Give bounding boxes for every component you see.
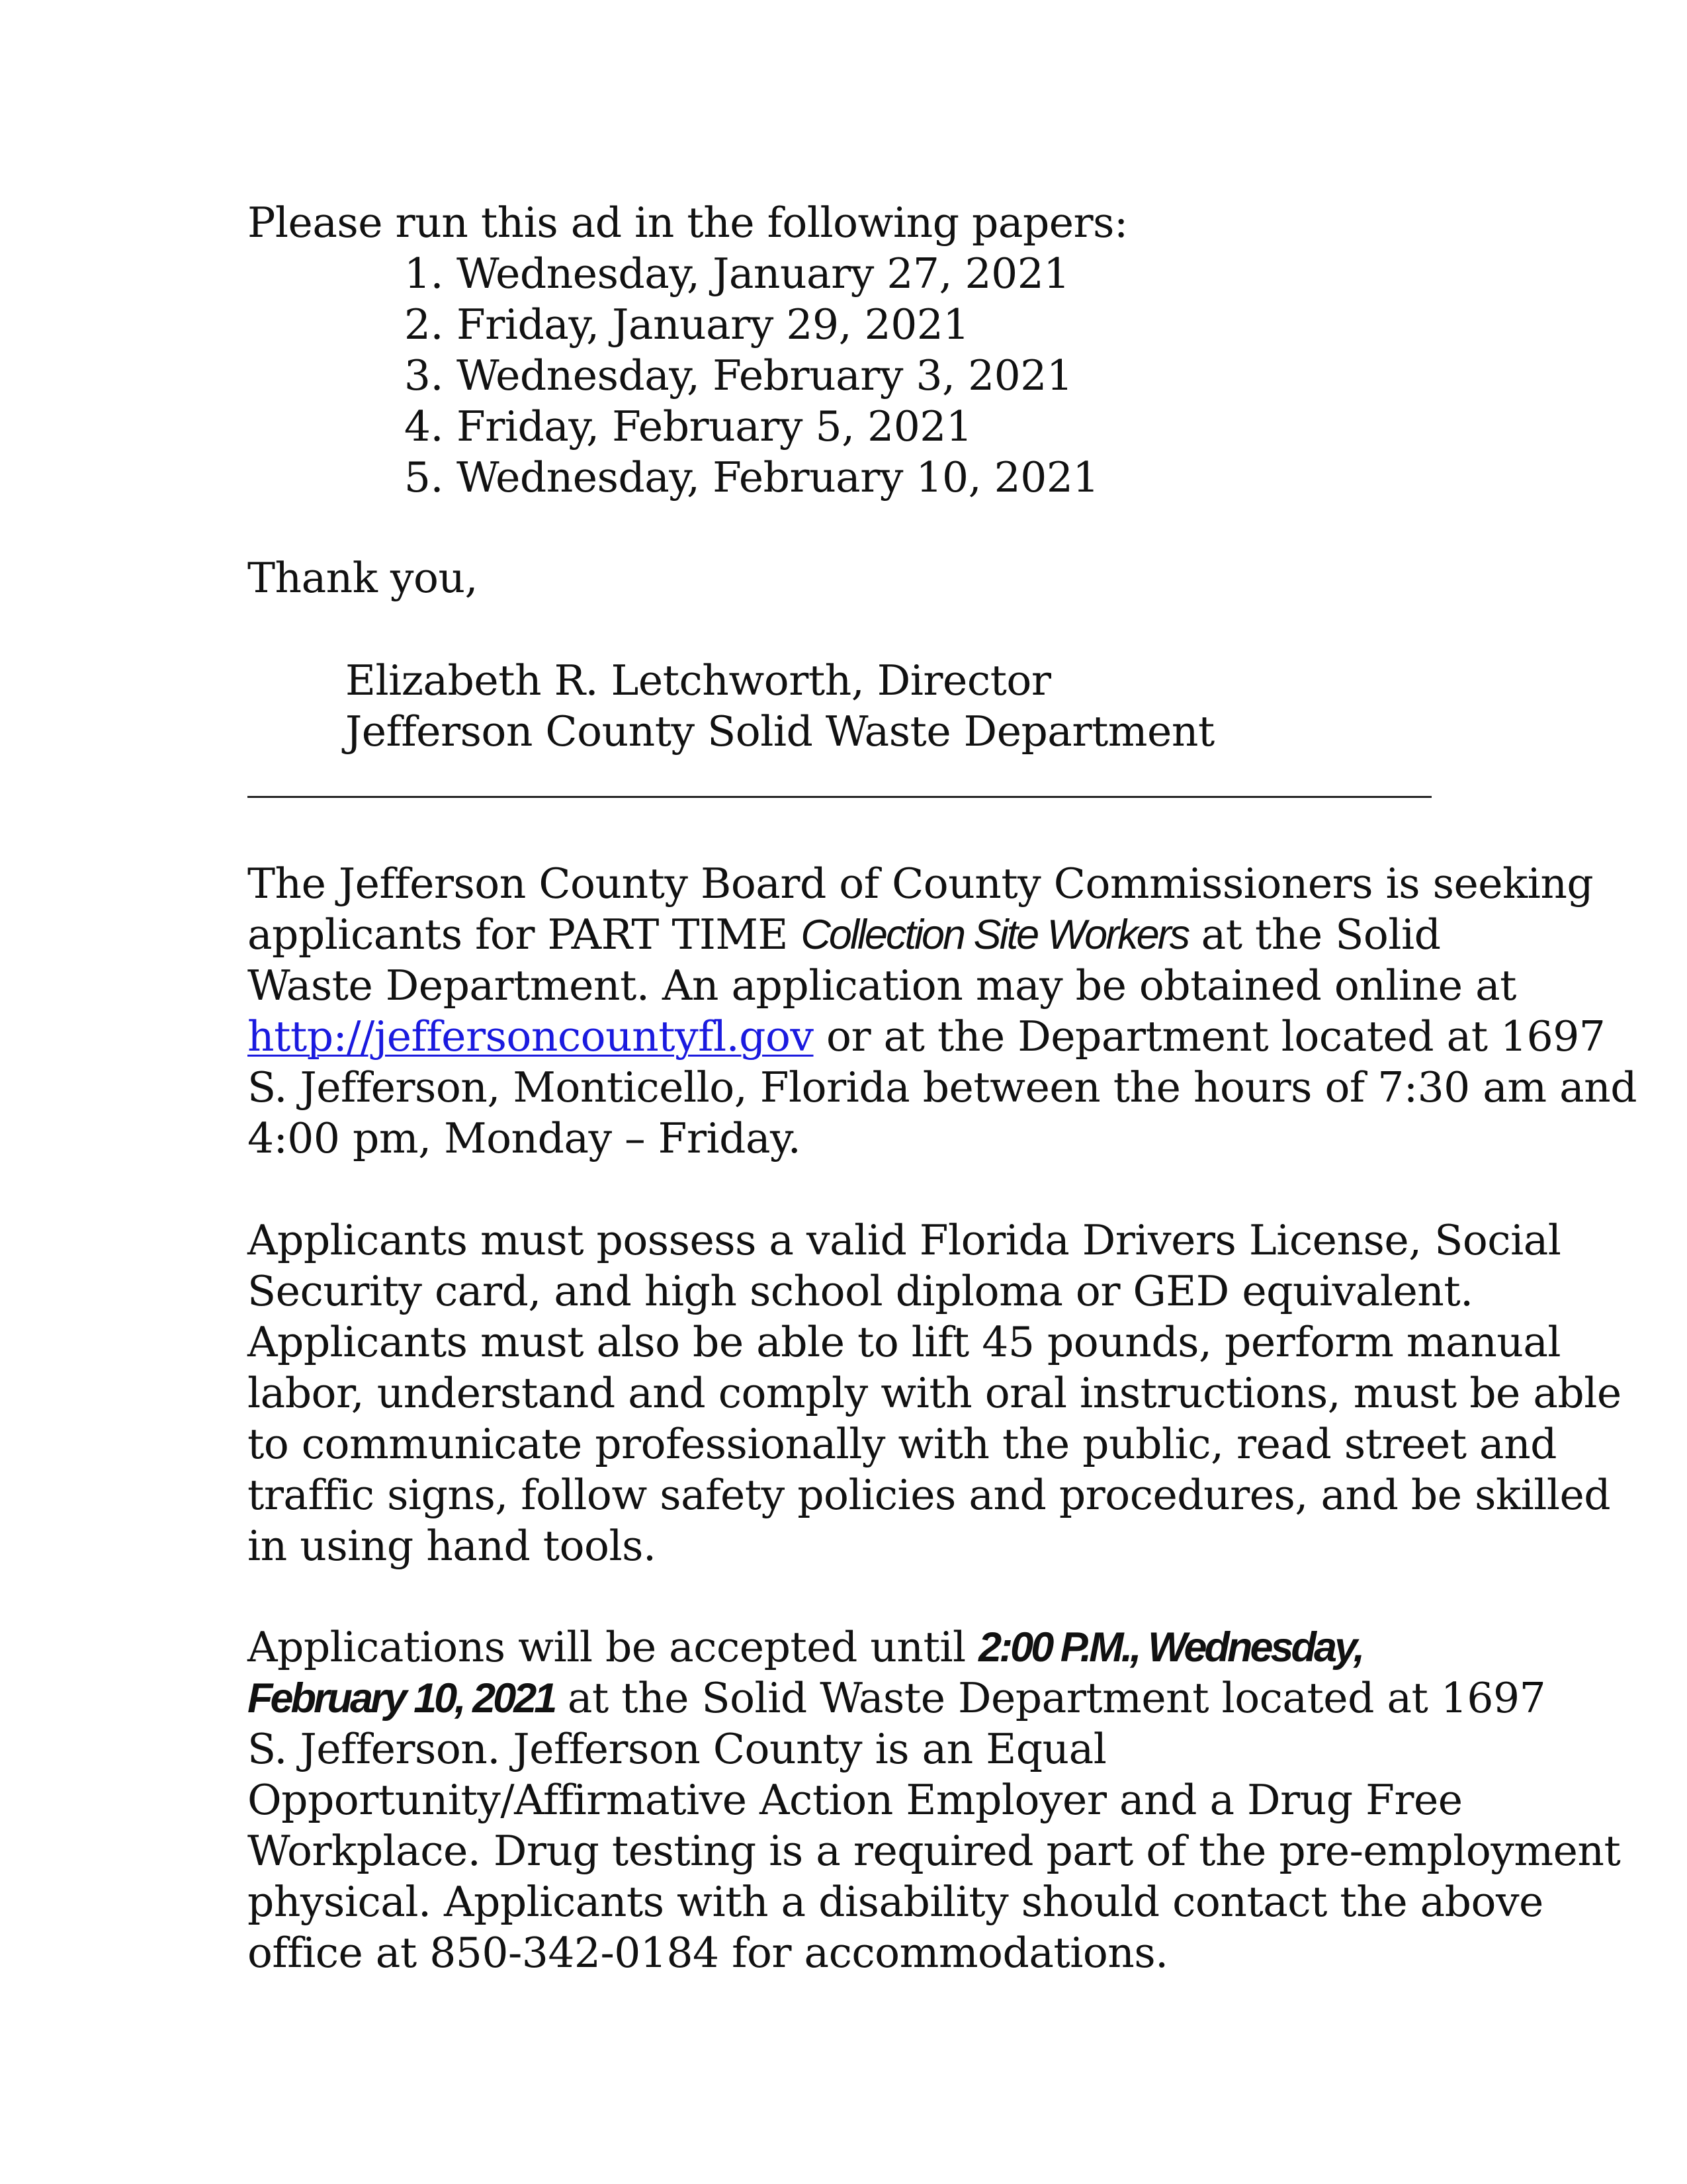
- ad-line: to communicate professionally with the public, read street and: [247, 1420, 1557, 1468]
- signature-name-title: Elizabeth R. Letchworth, Director: [345, 656, 1051, 705]
- ad-line: Opportunity/Affirmative Action Employer and a Drug Free: [247, 1776, 1463, 1824]
- signature-block: [345, 655, 1536, 757]
- closing-text: [247, 552, 1438, 603]
- ad-text: applicants for PART TIME: [247, 910, 801, 959]
- ad-line: The Jefferson County Board of County Commissioners is seeking: [247, 859, 1594, 908]
- run-date-item: [390, 299, 1099, 350]
- ad-line: [247, 1673, 1546, 1724]
- position-title: Collection Site Workers: [800, 912, 1189, 958]
- signature-department: Jefferson County Solid Waste Department: [345, 707, 1215, 756]
- ad-line: [247, 909, 1441, 960]
- ad-text: Applications will be accepted until: [247, 1623, 979, 1671]
- list-number: 5.: [404, 453, 443, 502]
- ad-line: [247, 1622, 1438, 1673]
- run-date-item: [390, 350, 1099, 401]
- ad-line: office at 850-342-0184 for accommodations.: [247, 1929, 1168, 1977]
- run-date: Wednesday, January 27, 2021: [456, 249, 1070, 298]
- ad-line: traffic signs, follow safety policies and procedures, and be skilled: [247, 1471, 1611, 1519]
- ad-text: at the Solid Waste Department located at 1697: [554, 1674, 1546, 1722]
- run-date: Friday, January 29, 2021: [456, 300, 969, 349]
- ad-line: S. Jefferson, Monticello, Florida between the hours of 7:30 am and: [247, 1063, 1637, 1112]
- run-date: Wednesday, February 3, 2021: [456, 351, 1073, 400]
- ad-paragraph-deadline: [247, 1622, 1621, 1978]
- closing-line: Thank you,: [247, 554, 478, 602]
- ad-line: Security card, and high school diploma or GED equivalent.: [247, 1267, 1473, 1315]
- separator-line: [247, 796, 1432, 798]
- run-date-item: [390, 452, 1099, 503]
- run-dates-list: [390, 248, 1099, 503]
- list-number: 4.: [404, 402, 443, 451]
- run-date: Friday, February 5, 2021: [456, 402, 973, 451]
- ad-paragraph-requirements: [247, 1215, 1622, 1571]
- deadline-time: 2:00 P.M., Wednesday,: [978, 1624, 1363, 1671]
- run-date: Wednesday, February 10, 2021: [456, 453, 1099, 502]
- ad-line: labor, understand and comply with oral instructions, must be able: [247, 1369, 1622, 1417]
- ad-text: at the Solid: [1188, 910, 1441, 959]
- ad-line: Waste Department. An application may be obtained online at: [247, 961, 1516, 1010]
- ad-text: or at the Department located at 1697: [813, 1012, 1606, 1061]
- intro-line: Please run this ad in the following papers:: [247, 198, 1128, 247]
- county-website-link[interactable]: http://jeffersoncountyfl.gov: [247, 1012, 814, 1061]
- ad-line: Applicants must also be able to lift 45 pounds, perform manual: [247, 1318, 1561, 1366]
- run-date-item: [390, 248, 1099, 299]
- ad-line: [247, 1011, 1606, 1062]
- ad-line: physical. Applicants with a disability should contact the above: [247, 1878, 1543, 1926]
- list-number: 1.: [404, 249, 443, 298]
- ad-line: in using hand tools.: [247, 1522, 656, 1570]
- ad-line: Workplace. Drug testing is a required part of the pre-employment: [247, 1827, 1621, 1875]
- ad-paragraph-intro: [247, 858, 1637, 1164]
- intro-text: [247, 197, 1438, 248]
- ad-line: 4:00 pm, Monday – Friday.: [247, 1114, 801, 1162]
- ad-line: S. Jefferson. Jefferson County is an Equal: [247, 1725, 1107, 1773]
- list-number: 2.: [404, 300, 443, 349]
- deadline-date: February 10, 2021: [247, 1675, 555, 1722]
- run-date-item: [390, 401, 1099, 452]
- ad-line: Applicants must possess a valid Florida Drivers License, Social: [247, 1216, 1561, 1264]
- list-number: 3.: [404, 351, 443, 400]
